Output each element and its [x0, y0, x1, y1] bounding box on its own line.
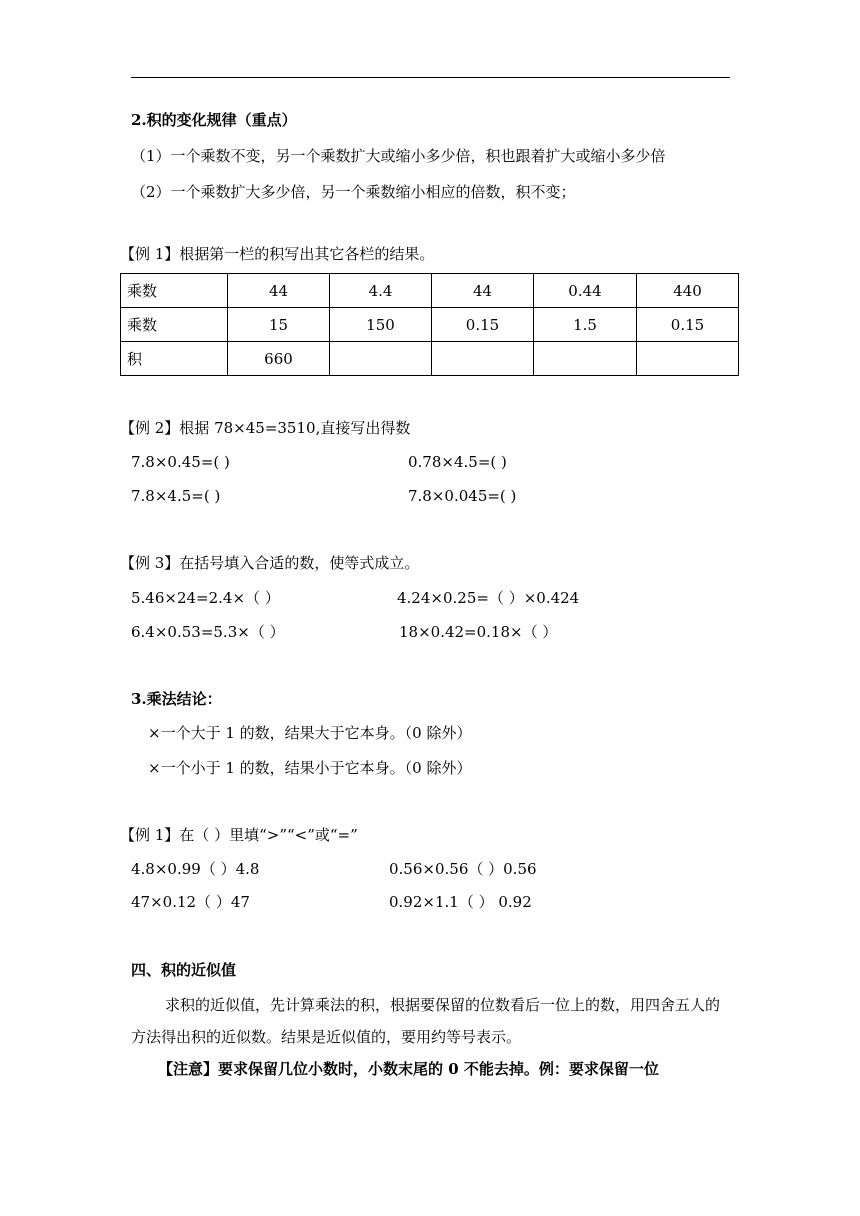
- example-3-q4: 18×0.42=0.18×（ ）: [399, 623, 558, 641]
- example-2-q2: 0.78×4.5=( ): [408, 453, 507, 471]
- answer-cell[interactable]: [534, 342, 637, 376]
- table-cell: 乘数: [121, 274, 228, 308]
- example-2-prompt: 【例 2】根据 78×45=3510,直接写出得数: [120, 419, 411, 437]
- example-2-q4: 7.8×0.045=( ): [408, 487, 517, 505]
- conclusion-1: ×一个大于 1 的数，结果大于它本身。（0 除外）: [148, 724, 472, 742]
- rule-2: （2）一个乘数扩大多少倍，另一个乘数缩小相应的倍数，积不变；: [131, 183, 576, 201]
- section-3-title: 3.乘法结论：: [131, 690, 222, 708]
- table-cell: 150: [330, 308, 432, 342]
- table-cell: 44: [432, 274, 534, 308]
- section-2-title: 2.积的变化规律（重点）: [131, 111, 297, 129]
- table-cell: 660: [228, 342, 330, 376]
- header-rule: [131, 77, 730, 78]
- approximation-paragraph: 求积的近似值，先计算乘法的积，根据要保留的位数看后一位上的数，用四舍五人的方法得出积的近似数。结果是近似值的，要用约等号表示。: [131, 996, 721, 1046]
- table-cell: 1.5: [534, 308, 637, 342]
- example-4-prompt: 【例 1】在（ ）里填“>”“<”或“=”: [120, 826, 358, 844]
- example-3-q2: 4.24×0.25=（ ）×0.424: [397, 589, 580, 607]
- conclusion-2: ×一个小于 1 的数，结果小于它本身。（0 除外）: [148, 759, 472, 777]
- section-4-title: 四、积的近似值: [131, 961, 237, 979]
- example-4-q3: 47×0.12（ ）47: [131, 893, 250, 911]
- example-3-q1: 5.46×24=2.4×（ ）: [131, 589, 280, 607]
- example-1-prompt: 【例 1】根据第一栏的积写出其它各栏的结果。: [120, 245, 435, 263]
- product-table: [120, 273, 739, 376]
- table-cell: 440: [637, 274, 739, 308]
- table-cell: 4.4: [330, 274, 432, 308]
- answer-cell[interactable]: [432, 342, 534, 376]
- example-4-q4: 0.92×1.1（ ） 0.92: [389, 893, 532, 911]
- example-2-q3: 7.8×4.5=( ): [131, 487, 221, 505]
- example-2-q1: 7.8×0.45=( ): [131, 453, 230, 471]
- table-cell: 积: [121, 342, 228, 376]
- table-cell: 0.15: [637, 308, 739, 342]
- example-3-prompt: 【例 3】在括号填入合适的数，使等式成立。: [120, 554, 420, 572]
- example-4-q2: 0.56×0.56（ ）0.56: [389, 860, 537, 878]
- table-cell: 乘数: [121, 308, 228, 342]
- table-cell: 44: [228, 274, 330, 308]
- table-row: [121, 342, 739, 376]
- rule-1: （1）一个乘数不变，另一个乘数扩大或缩小多少倍，积也跟着扩大或缩小多少倍: [131, 147, 666, 165]
- table-row: [121, 274, 739, 308]
- note-line: 【注意】要求保留几位小数时，小数末尾的 0 不能去掉。例：要求保留一位: [158, 1060, 659, 1078]
- table-row: [121, 308, 739, 342]
- table-cell: 15: [228, 308, 330, 342]
- example-3-q3: 6.4×0.53=5.3×（ ）: [131, 623, 285, 641]
- answer-cell[interactable]: [330, 342, 432, 376]
- example-4-q1: 4.8×0.99（ ）4.8: [131, 860, 260, 878]
- answer-cell[interactable]: [637, 342, 739, 376]
- table-cell: 0.15: [432, 308, 534, 342]
- table-cell: 0.44: [534, 274, 637, 308]
